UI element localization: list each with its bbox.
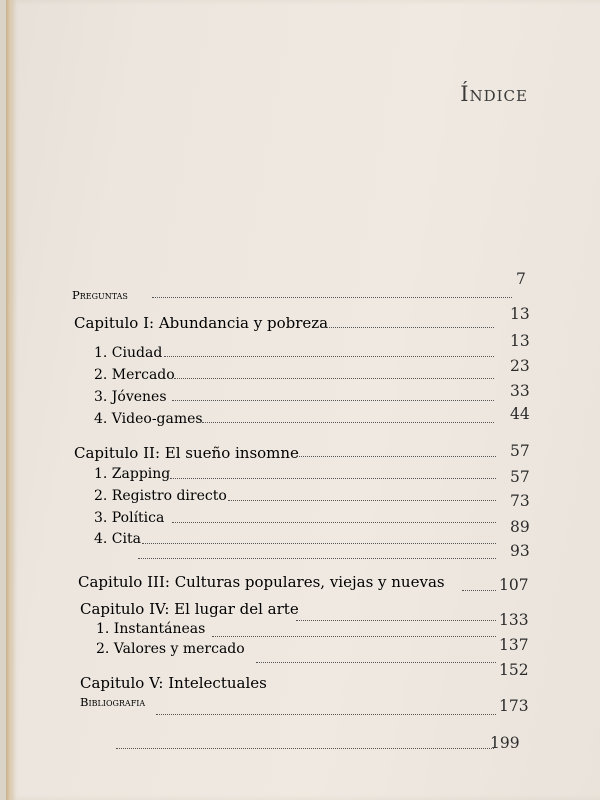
toc-leader-dots bbox=[256, 662, 496, 663]
toc-entry-label: 1. Zapping bbox=[94, 466, 171, 482]
toc-chapter-label bbox=[74, 314, 328, 332]
toc-entry-label: 2. Registro directo bbox=[94, 488, 227, 504]
toc-page-number: 137 bbox=[499, 636, 529, 654]
toc-page-number: 13 bbox=[510, 305, 530, 323]
toc-page-number: 7 bbox=[516, 270, 526, 288]
toc-entry-label: 2. Mercado bbox=[94, 367, 175, 383]
toc-leader-dots bbox=[116, 748, 494, 749]
toc-leader-dots bbox=[152, 297, 512, 298]
toc-leader-dots bbox=[172, 400, 494, 401]
toc-page-number: 57 bbox=[510, 468, 530, 486]
index-title: Índice bbox=[460, 82, 528, 106]
toc-page-number: 33 bbox=[510, 382, 530, 400]
toc-page-number: 107 bbox=[499, 576, 529, 594]
toc-leader-dots bbox=[462, 590, 496, 591]
toc-entry-label: 4. Cita bbox=[94, 531, 141, 547]
toc-page-number: 199 bbox=[490, 734, 520, 752]
toc-leader-dots bbox=[164, 356, 494, 357]
toc-entry-label: Capitulo II: El sueño insomne bbox=[74, 444, 299, 462]
toc-entry-label: Bibliografia bbox=[80, 695, 146, 709]
toc-page-number: 73 bbox=[510, 492, 530, 510]
toc-leader-dots bbox=[138, 558, 496, 559]
toc-leader-dots bbox=[324, 327, 494, 328]
toc-entry-label: 3. Política bbox=[94, 510, 165, 526]
toc-page-number: 173 bbox=[499, 697, 529, 715]
toc-page-number: 44 bbox=[510, 405, 530, 423]
toc-leader-dots bbox=[142, 543, 496, 544]
toc-entry-label: Capitulo V: Intelectuales bbox=[80, 674, 267, 692]
toc-entry-label: 1. Ciudad bbox=[94, 345, 163, 361]
toc-entry-label: 3. Jóvenes bbox=[94, 389, 167, 405]
toc-leader-dots bbox=[156, 714, 496, 715]
toc-entry-label: Preguntas bbox=[72, 288, 128, 302]
toc-page-number: 13 bbox=[510, 332, 530, 350]
toc-entry-label: Capitulo III: Culturas populares, viejas y nuevas bbox=[78, 573, 445, 591]
toc-page-number: 23 bbox=[510, 357, 530, 375]
toc-page-number: 89 bbox=[510, 518, 530, 536]
toc-leader-dots bbox=[296, 620, 496, 621]
toc-leader-dots bbox=[170, 478, 496, 479]
toc-page-number: 57 bbox=[510, 442, 530, 460]
toc-page-number: 152 bbox=[499, 661, 529, 679]
toc-leader-dots bbox=[228, 500, 496, 501]
toc-page-number: 133 bbox=[499, 611, 529, 629]
toc-entry-label: 1. Instantáneas bbox=[96, 621, 206, 637]
toc-entry-label: Capitulo IV: El lugar del arte bbox=[80, 600, 299, 618]
toc-leader-dots bbox=[202, 422, 494, 423]
toc-leader-dots bbox=[174, 378, 494, 379]
toc-leader-dots bbox=[212, 636, 496, 637]
page-binding-edge bbox=[6, 0, 16, 800]
toc-entry-label: Capitulo I: Abundancia y pobreza bbox=[74, 314, 329, 332]
toc-page-number: 93 bbox=[510, 542, 530, 560]
book-page bbox=[6, 0, 600, 800]
toc-leader-dots bbox=[172, 522, 496, 523]
toc-entry-label: 2. Valores y mercado bbox=[96, 641, 245, 657]
toc-leader-dots bbox=[296, 456, 496, 457]
toc-entry-label: 4. Video-games bbox=[94, 411, 203, 427]
